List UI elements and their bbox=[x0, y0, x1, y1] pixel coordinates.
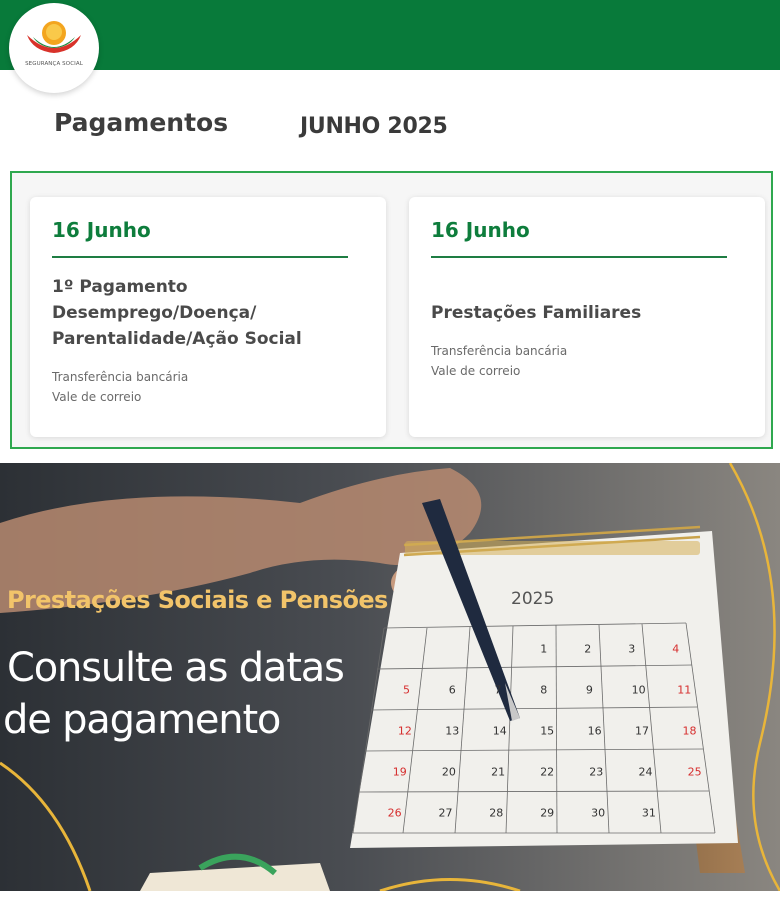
payment-method: Transferência bancária bbox=[52, 370, 189, 384]
calendar-day: 29 bbox=[540, 806, 555, 820]
month-title: JUNHO 2025 bbox=[300, 114, 448, 139]
seguranca-social-logo-icon bbox=[23, 17, 85, 57]
calendar-day: 26 bbox=[387, 806, 402, 820]
calendar-day: 10 bbox=[631, 683, 646, 697]
payment-heading-line: Prestações Familiares bbox=[431, 303, 642, 323]
calendar-day: 22 bbox=[540, 765, 555, 779]
calendar-day: 30 bbox=[591, 806, 606, 820]
calendar-day: 18 bbox=[682, 724, 697, 738]
calendar-day: 21 bbox=[491, 765, 506, 779]
payment-method: Vale de correio bbox=[52, 390, 142, 404]
calendar-day: 3 bbox=[628, 642, 636, 656]
payment-method: Vale de correio bbox=[431, 364, 521, 378]
calendar-day: 20 bbox=[441, 765, 456, 779]
payment-heading-line: Parentalidade/Ação Social bbox=[52, 329, 302, 349]
calendar-day: 14 bbox=[492, 724, 507, 738]
logo-text: SEGURANÇA SOCIAL bbox=[25, 61, 83, 67]
divider bbox=[52, 256, 348, 258]
banner-headline: Consulte as datas bbox=[7, 645, 344, 691]
calendar-year: 2025 bbox=[511, 589, 555, 609]
calendar-day: 12 bbox=[397, 724, 412, 738]
calendar-day: 24 bbox=[638, 765, 653, 779]
banner-headline: de pagamento bbox=[3, 697, 281, 743]
calendar-day: 7 bbox=[494, 683, 502, 697]
payments-panel bbox=[10, 171, 773, 449]
calendar-day: 25 bbox=[687, 765, 702, 779]
calendar-day: 17 bbox=[635, 724, 649, 738]
calendar-day: 1 bbox=[540, 642, 548, 656]
payment-date: 16 Junho bbox=[431, 218, 530, 242]
payment-method: Transferência bancária bbox=[431, 344, 568, 358]
banner-kicker: Prestações Sociais e Pensões bbox=[7, 586, 388, 614]
calendar-day: 5 bbox=[403, 683, 410, 697]
payment-card[interactable] bbox=[409, 197, 765, 437]
calendar-day: 16 bbox=[587, 724, 602, 738]
calendar-day: 15 bbox=[540, 724, 555, 738]
page-title: Pagamentos bbox=[54, 108, 229, 137]
calendar-day: 4 bbox=[672, 642, 680, 656]
calendar-day: 2 bbox=[584, 642, 592, 656]
calendar-day: 8 bbox=[540, 683, 548, 697]
calendar-day: 28 bbox=[489, 806, 504, 820]
divider bbox=[431, 256, 727, 258]
payment-heading-line: 1º Pagamento bbox=[52, 277, 188, 297]
calendar-day: 31 bbox=[641, 806, 656, 820]
payment-heading bbox=[52, 274, 302, 352]
calendar-day: 9 bbox=[585, 683, 593, 697]
calendar-day: 6 bbox=[448, 683, 456, 697]
calendar-day: 13 bbox=[445, 724, 460, 738]
payment-date: 16 Junho bbox=[52, 218, 151, 242]
calendar-day: 11 bbox=[677, 683, 692, 697]
calendar-day: 19 bbox=[392, 765, 407, 779]
logo[interactable] bbox=[9, 3, 99, 93]
payment-heading bbox=[431, 300, 641, 326]
calendar-day: 27 bbox=[438, 806, 453, 820]
calendar-day: 23 bbox=[589, 765, 604, 779]
payment-heading-line: Desemprego/Doença/ bbox=[52, 303, 257, 323]
top-bar bbox=[0, 0, 780, 70]
payment-card[interactable] bbox=[30, 197, 386, 437]
